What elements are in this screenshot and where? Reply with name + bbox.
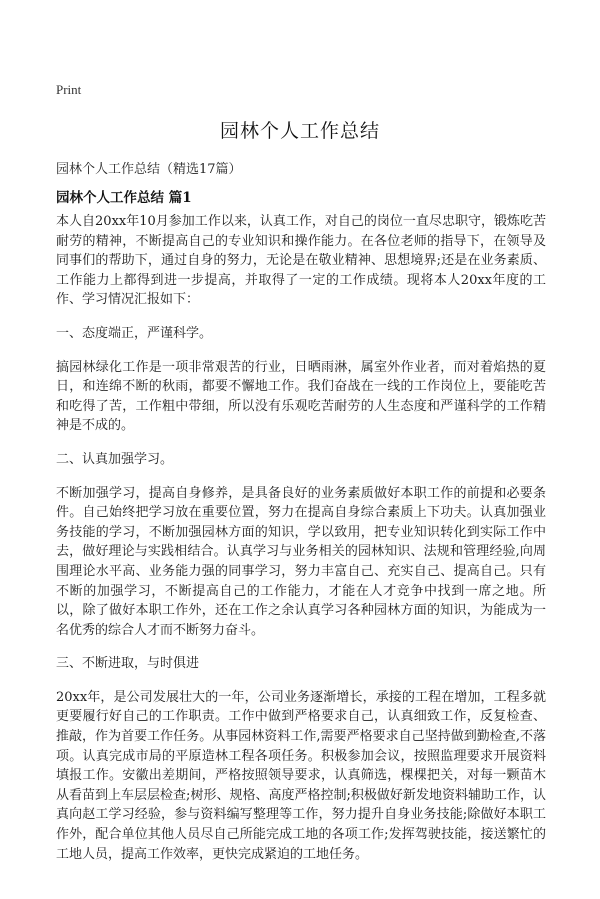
heading-attitude: 一、态度端正，严谨科学。 — [56, 325, 213, 341]
print-label[interactable]: Print — [56, 82, 82, 97]
section-title: 园林个人工作总结 篇1 — [56, 190, 192, 206]
document-body — [56, 212, 546, 878]
paragraph-progress: 20xx年，是公司发展壮大的一年，公司业务逐渐增长，承接的工程在增加，工程多就更要履行好自己的工作职责。工作中做到严格要求自己，认真细致工作，反复检查、推敲，作为首要工作任务。从事园林资料工作,需要严格要求自己坚持做到勤检查,不落项。认真完成市局的平原造林工程各项任务。积极参加会议，按照监理要求开展资料填报工作。安徽出差期间，严格按照领导要求，认真筛选，棵棵把关，对每一颗苗木从看苗到上车层层检查;树形、规格、高度严格控制;积极做好新发地资料辅助工作，认真向赵工学习经验，参与资料编写整理等工作，努力提升自身业务技能;除做好本职工作外，配合单位其他人员尽自己所能完成工地的各项工作;发挥驾驶技能，接送繁忙的工地人员，提高工作效率，更快完成紧迫的工地任务。 — [56, 689, 546, 862]
paragraph-study: 不断加强学习，提高自身修养，是具备良好的业务素质做好本职工作的前提和必要条件。自己始终把学习放在重要位置，努力在提高自身综合素质上下功夫。认真加强业务技能的学习，不断加强园林方面的知识，学以致用，把专业知识转化到实际工作中去，做好理论与实践相结合。认真学习与业务相关的园林知识、法规和管理经验,向周围理论水平高、业务能力强的同事学习，努力丰富自己、充实自己、提高自己。只有不断的加强学习，不断提高自己的工作能力，才能在人才竞争中找到一席之地。所以，除了做好本职工作外，还在工作之余认真学习各种园林方面的知识，为能成为一名优秀的综合人才而不断努力奋斗。 — [56, 485, 546, 638]
paragraph-attitude: 搞园林绿化工作是一项非常艰苦的行业，日晒雨淋，属室外作业者，而对着焰热的夏日，和连绵不断的秋雨，都要不懈地工作。我们奋战在一线的工作岗位上，要能吃苦和吃得了苦，工作粗中带细，所以没有乐观吃苦耐劳的人生态度和严谨科学的工作精神是不成的。 — [56, 359, 546, 434]
document-title: 园林个人工作总结 — [219, 120, 380, 142]
paragraph-intro: 本人自20xx年10月参加工作以来，认真工作，对自己的岗位一直尽忠职守，锻炼吃苦耐劳的精神，不断提高自己的专业知识和操作能力。在各位老师的指导下，在领导及同事们的帮助下，通过自身的努力，无论是在敬业精神、思想境界;还是在业务素质、工作能力上都得到进一步提高，并取得了一定的工作成绩。现将本人20xx年度的工作、学习情况汇报如下： — [56, 214, 546, 308]
document-subtitle: 园林个人工作总结（精选17篇） — [56, 162, 242, 177]
heading-study: 二、认真加强学习。 — [56, 451, 174, 467]
heading-progress: 三、不断进取，与时俱进 — [56, 656, 200, 672]
